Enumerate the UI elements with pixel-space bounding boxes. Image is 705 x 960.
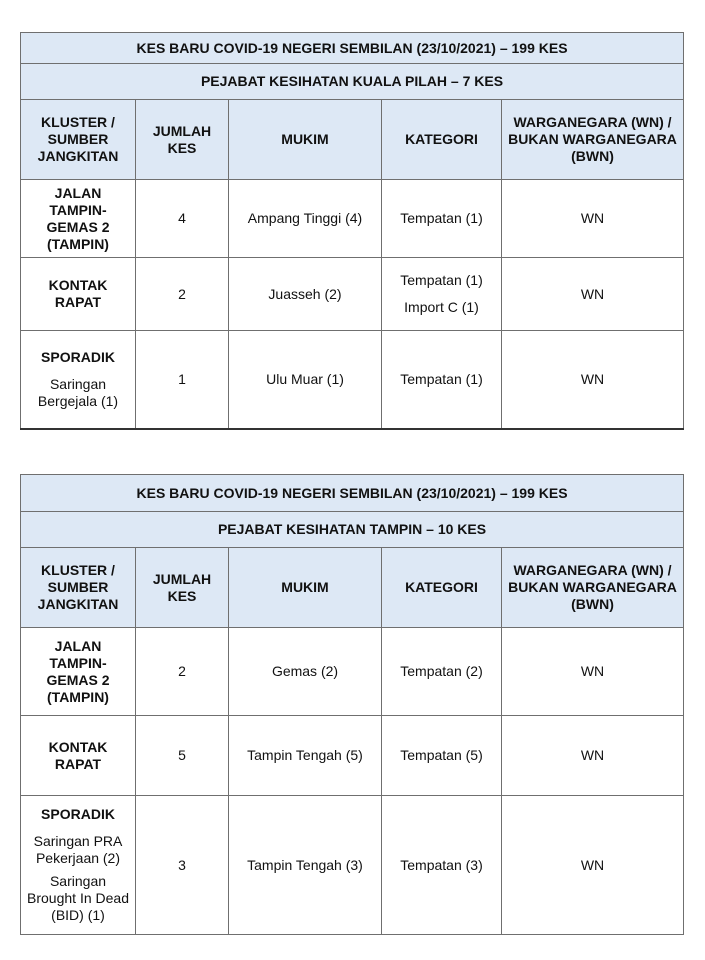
kategori-line: Tempatan (1) — [400, 272, 483, 288]
kategori-cell: Tempatan (5) — [382, 716, 502, 796]
table-subtitle: PEJABAT KESIHATAN TAMPIN – 10 KES — [21, 512, 684, 548]
column-header-kategori: KATEGORI — [382, 100, 502, 180]
kategori-cell — [382, 258, 502, 331]
table-row — [21, 628, 684, 716]
table-row — [21, 796, 684, 935]
mukim-cell: Tampin Tengah (3) — [229, 796, 382, 935]
case-table-tampin — [20, 474, 684, 935]
column-header-count: JUMLAH KES — [136, 548, 229, 628]
table-row — [21, 180, 684, 258]
cluster-detail: Saringan Bergejala (1) — [37, 375, 119, 409]
table-title: KES BARU COVID-19 NEGERI SEMBILAN (23/10/2021) – 199 KES — [21, 33, 684, 64]
kategori-line: Import C (1) — [404, 299, 479, 315]
mukim-cell: Ulu Muar (1) — [229, 331, 382, 429]
case-table-kuala-pilah — [20, 32, 684, 430]
count-cell: 3 — [136, 796, 229, 935]
citizenship-cell: WN — [502, 331, 684, 429]
kategori-cell: Tempatan (1) — [382, 331, 502, 429]
mukim-cell: Ampang Tinggi (4) — [229, 180, 382, 258]
count-cell: 1 — [136, 331, 229, 429]
count-cell: 2 — [136, 258, 229, 331]
citizenship-cell: WN — [502, 796, 684, 935]
citizenship-cell: WN — [502, 628, 684, 716]
kategori-cell: Tempatan (1) — [382, 180, 502, 258]
count-cell: 5 — [136, 716, 229, 796]
table-row — [21, 716, 684, 796]
column-header-row — [21, 548, 684, 628]
column-header-count: JUMLAH KES — [136, 100, 229, 180]
kategori-cell: Tempatan (2) — [382, 628, 502, 716]
cluster-cell — [21, 796, 136, 935]
column-header-row — [21, 100, 684, 180]
mukim-cell: Juasseh (2) — [229, 258, 382, 331]
table-subtitle: PEJABAT KESIHATAN KUALA PILAH – 7 KES — [21, 64, 684, 100]
cluster-cell: KONTAK RAPAT — [21, 258, 136, 331]
count-cell: 2 — [136, 628, 229, 716]
column-header-mukim: MUKIM — [229, 548, 382, 628]
cluster-cell: JALAN TAMPIN-GEMAS 2 (TAMPIN) — [21, 628, 136, 716]
cluster-detail: Saringan Brought In Dead (BID) (1) — [27, 873, 129, 923]
cluster-label: SPORADIK — [41, 348, 115, 365]
kategori-cell: Tempatan (3) — [382, 796, 502, 935]
citizenship-cell: WN — [502, 258, 684, 331]
cluster-cell — [21, 331, 136, 429]
table-row — [21, 258, 684, 331]
mukim-cell: Tampin Tengah (5) — [229, 716, 382, 796]
table-title: KES BARU COVID-19 NEGERI SEMBILAN (23/10/2021) – 199 KES — [21, 475, 684, 512]
citizenship-cell: WN — [502, 180, 684, 258]
cluster-label: SPORADIK — [41, 806, 115, 822]
column-header-cluster: KLUSTER / SUMBER JANGKITAN — [21, 548, 136, 628]
mukim-cell: Gemas (2) — [229, 628, 382, 716]
column-header-mukim: MUKIM — [229, 100, 382, 180]
count-cell: 4 — [136, 180, 229, 258]
cluster-cell: JALAN TAMPIN-GEMAS 2 (TAMPIN) — [21, 180, 136, 258]
table-row — [21, 331, 684, 429]
cluster-cell: KONTAK RAPAT — [21, 716, 136, 796]
cluster-detail: Saringan PRA Pekerjaan (2) — [33, 833, 123, 866]
column-header-cluster: KLUSTER / SUMBER JANGKITAN — [21, 100, 136, 180]
column-header-citizenship: WARGANEGARA (WN) / BUKAN WARGANEGARA (BWN) — [502, 100, 684, 180]
citizenship-cell: WN — [502, 716, 684, 796]
column-header-citizenship: WARGANEGARA (WN) / BUKAN WARGANEGARA (BWN) — [502, 548, 684, 628]
column-header-kategori: KATEGORI — [382, 548, 502, 628]
